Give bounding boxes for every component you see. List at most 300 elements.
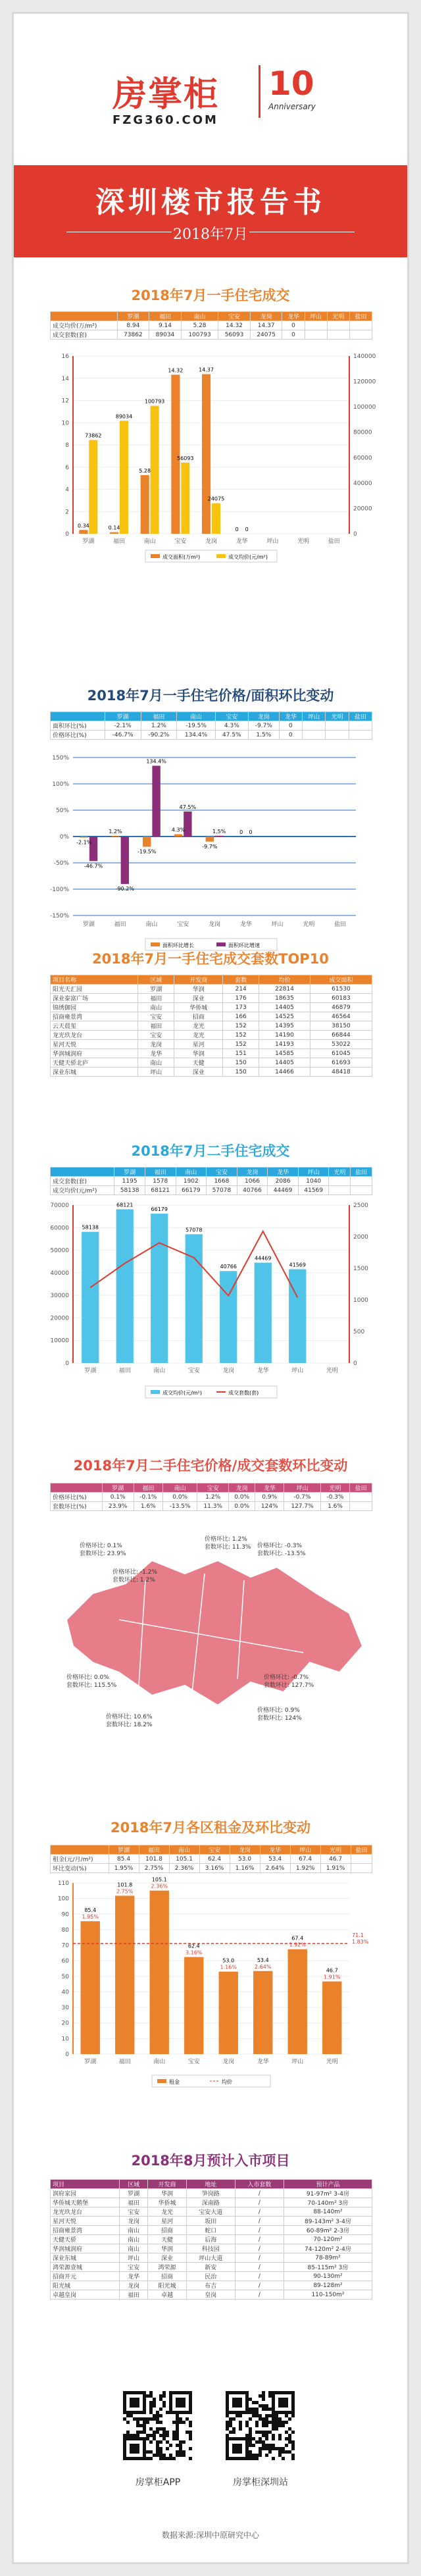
qr-module [272, 2391, 275, 2394]
qr-module [189, 2431, 192, 2434]
new-home-change-table [50, 711, 372, 740]
qr-module [166, 2440, 169, 2444]
data-label: 58138 [82, 1224, 99, 1231]
qr-module [268, 2421, 272, 2424]
qr-module [133, 2404, 136, 2408]
bar-rent [150, 1891, 169, 2054]
qr-module [275, 2424, 278, 2427]
table-cell: 14466 [259, 1068, 310, 1077]
qr-module [176, 2417, 179, 2421]
qr-module [149, 2440, 153, 2444]
qr-module [252, 2444, 255, 2447]
table-cell: 46564 [310, 1012, 372, 1021]
qr-module [149, 2394, 153, 2398]
table-header-cell: 盐田 [349, 312, 372, 321]
qr-module [245, 2450, 249, 2454]
qr-module [136, 2424, 139, 2427]
qr-module [268, 2447, 272, 2450]
qr-module [126, 2434, 130, 2437]
table-header-cell: 预计产品 [284, 2180, 372, 2189]
table-cell: 173 [223, 1003, 259, 1012]
table-row [51, 994, 372, 1003]
qr-module [146, 2394, 149, 2398]
legend-swatch [216, 554, 226, 558]
table-header-cell: 开发商 [148, 2180, 187, 2189]
table-cell: 1.2% [141, 721, 177, 731]
x-tick: 南山 [153, 1368, 166, 1374]
table-cell: 招商开元 [51, 2272, 120, 2281]
qr-module [136, 2447, 139, 2450]
qr-module [249, 2437, 252, 2440]
table-cell: 14525 [259, 1012, 310, 1021]
y-tick-right: 2500 [353, 1202, 368, 1209]
qr-module [159, 2450, 162, 2454]
qr-module [255, 2431, 259, 2434]
qr-module [172, 2431, 176, 2434]
table-cell: 0 [282, 330, 305, 340]
qr-module [130, 2444, 133, 2447]
qr-module [156, 2444, 159, 2447]
table-cell: 后海 [186, 2235, 235, 2244]
legend-label: 成交均价(元/m²) [228, 554, 268, 560]
data-label-price: -90.2% [115, 886, 134, 892]
qr-module [242, 2391, 245, 2394]
data-label-price: 1.5% [212, 828, 226, 835]
qr-module [186, 2431, 189, 2434]
y-tick: 10 [61, 2036, 69, 2043]
x-tick: 龙岗 [222, 1368, 235, 1374]
table-cell: 龙岗 [138, 1040, 174, 1049]
qr-module [162, 2391, 166, 2394]
qr-module [226, 2414, 229, 2417]
y-tick-right: 1000 [353, 1297, 368, 1304]
qr-module [232, 2437, 235, 2440]
new-home-chart [40, 349, 382, 573]
table-cell: 布吉 [186, 2281, 235, 2290]
table-cell [350, 1493, 372, 1502]
qr-module [242, 2437, 245, 2440]
bar-rent [219, 1972, 238, 2054]
callout-units: 套数环比: 11.3% [205, 1544, 251, 1551]
table-header-cell: 区域 [120, 2180, 148, 2189]
section-title-new-home-change: 2018年7月一手住宅价格/面积环比变动 [87, 688, 334, 704]
qr-module [255, 2457, 259, 2460]
table-cell: 南山 [120, 2226, 148, 2235]
new-home-table [50, 311, 372, 340]
data-label-change: 1.91% [324, 1974, 341, 1980]
table-cell: 23.9% [102, 1502, 134, 1511]
table-row [51, 1186, 372, 1195]
qr-module [226, 2391, 229, 2394]
qr-module [136, 2411, 139, 2414]
qr-module [126, 2437, 130, 2440]
bar-price [89, 440, 97, 534]
table-row [51, 2290, 372, 2300]
qr-module [272, 2427, 275, 2431]
qr-module [189, 2434, 192, 2437]
qr-module [229, 2424, 232, 2427]
qr-module [162, 2404, 166, 2408]
table-header-cell: 成交面积 [310, 975, 372, 985]
table-cell: 150 [223, 1058, 259, 1068]
table-cell: / [235, 2198, 284, 2207]
table-header-cell: 盐田 [351, 1845, 372, 1855]
table-cell: 46.7 [320, 1855, 351, 1864]
table-cell: -19.5% [177, 721, 215, 731]
qr-module [176, 2391, 179, 2394]
table-cell [351, 1855, 372, 1864]
qr-module [235, 2447, 239, 2450]
qr-module [130, 2457, 133, 2460]
x-tick: 光明 [326, 1368, 338, 1374]
qr-module [245, 2391, 249, 2394]
table-row [51, 2281, 372, 2290]
table-cell: / [235, 2281, 284, 2290]
table-header-cell: 龙华 [260, 1845, 290, 1855]
table-cell: 招商 [148, 2272, 187, 2281]
qr-module [265, 2421, 268, 2424]
brand-logo[interactable] [112, 66, 219, 127]
table-header-cell: 盐田 [350, 1483, 372, 1493]
x-tick: 宝安 [187, 2059, 200, 2065]
table-cell: 85-115m² 3房 [284, 2263, 372, 2272]
qr-module [169, 2404, 172, 2408]
table-header-cell: 地址 [186, 2180, 235, 2189]
legend-label: 面积环比增长 [162, 942, 194, 948]
qr-code-site[interactable] [224, 2390, 297, 2462]
table-cell: 11.3% [197, 1502, 229, 1511]
table-header-cell: 宝安 [218, 312, 251, 321]
qr-module [159, 2447, 162, 2450]
table-cell: 鸿荣源壹城 [51, 2263, 120, 2272]
qr-module [239, 2391, 242, 2394]
table-cell [351, 1864, 372, 1873]
legend-label: 成交均价(元/m²) [162, 1390, 202, 1396]
qr-module [226, 2427, 229, 2431]
table-cell: 176 [223, 994, 259, 1003]
qr-module [156, 2417, 159, 2421]
qr-module [149, 2427, 153, 2431]
qr-module [172, 2437, 176, 2440]
legend-label: 租金 [169, 2079, 180, 2085]
x-tick: 福田 [118, 2059, 131, 2065]
qr-module [245, 2444, 249, 2447]
qr-module [291, 2408, 295, 2411]
table-cell: 华侨城 [148, 2198, 187, 2207]
data-label-area: -2.1% [76, 839, 92, 846]
qr-module [159, 2457, 162, 2460]
qr-module [288, 2391, 291, 2394]
y-tick: 90 [61, 1911, 69, 1919]
qr-module [143, 2427, 146, 2431]
table-cell: 南山 [120, 2244, 148, 2254]
qr-module [285, 2431, 288, 2434]
table-cell: 152 [223, 1040, 259, 1049]
qr-module [146, 2421, 149, 2424]
table-header-row [51, 712, 372, 721]
y-tick: -50% [53, 860, 69, 867]
table-cell: 笋岗路 [186, 2189, 235, 2198]
qr-module [262, 2431, 265, 2434]
qr-module [139, 2417, 143, 2421]
qr-module [149, 2450, 153, 2454]
x-tick: 坪山 [291, 2059, 304, 2065]
bar-price [151, 406, 159, 534]
qr-module [226, 2437, 229, 2440]
table-row [51, 2207, 372, 2217]
table-row [51, 2226, 372, 2235]
table-cell: 41569 [298, 1186, 329, 1195]
y-tick: 60 [61, 1958, 69, 1965]
data-label-change: 3.16% [186, 1949, 203, 1956]
qr-module [291, 2444, 295, 2447]
table-cell: 1.5% [248, 731, 279, 740]
qr-module [245, 2440, 249, 2444]
bar-price [120, 421, 128, 534]
y-tick-right: 60000 [353, 455, 372, 462]
table-row [51, 1493, 372, 1502]
shenzhen-map [40, 1521, 382, 1745]
callout-price: 价格环比: -0.3% [257, 1543, 303, 1549]
table-cell: 蛇口 [186, 2226, 235, 2235]
qr-module [156, 2421, 159, 2424]
table-cell [329, 1186, 351, 1195]
qr-module [130, 2434, 133, 2437]
table-header-cell: 罗湖 [117, 312, 149, 321]
qr-module [126, 2421, 130, 2424]
table-cell: 1.95% [109, 1864, 139, 1873]
top10-table [50, 975, 372, 1077]
qr-module [245, 2457, 249, 2460]
table-cell: 38150 [310, 1021, 372, 1031]
table-cell: 深业 [174, 1068, 223, 1077]
table-cell: -46.7% [105, 731, 141, 740]
x-tick: 南山 [143, 538, 156, 545]
qr-module [136, 2450, 139, 2454]
table-row [51, 1021, 372, 1031]
qr-module [226, 2440, 229, 2444]
qr-module [146, 2457, 149, 2460]
table-cell: 24075 [250, 330, 282, 340]
data-label-rent: 85.4 [84, 1907, 97, 1914]
table-cell: 53.4 [260, 1855, 290, 1864]
qr-module [143, 2401, 146, 2404]
callout-price: 价格环比: 0.1% [80, 1543, 122, 1549]
table-header-row [51, 312, 372, 321]
section-title-second-hand-change: 2018年7月二手住宅价格/成交套数环比变动 [73, 1458, 348, 1474]
bar-avg-price [255, 1263, 272, 1363]
y-tick-left: 50000 [50, 1247, 69, 1254]
qr-module [179, 2447, 182, 2450]
table-header-cell: 福田 [145, 1168, 176, 1177]
x-tick: 罗湖 [82, 538, 95, 545]
table-header-cell: 盐田 [351, 1168, 372, 1177]
bar-avg-price [289, 1269, 306, 1363]
qr-module [133, 2450, 136, 2454]
qr-module [176, 2450, 179, 2454]
qr-module [278, 2437, 282, 2440]
qr-module [139, 2424, 143, 2427]
data-label-area: -19.5% [137, 848, 157, 855]
data-label-price: 0 [249, 829, 253, 835]
x-tick: 龙华 [239, 921, 252, 928]
x-tick: 南山 [153, 2059, 166, 2065]
table-cell: 44469 [268, 1186, 299, 1195]
y-tick-left: 2 [65, 509, 69, 516]
table-cell: 天健 [148, 2235, 187, 2244]
qr-module [186, 2391, 189, 2394]
data-label-area: 4.3% [171, 827, 186, 833]
table-cell: 福田 [138, 1021, 174, 1031]
qr-module [235, 2414, 239, 2417]
y-tick-right: 120000 [353, 378, 376, 386]
qr-module [179, 2411, 182, 2414]
data-label-area: 0.14 [108, 525, 120, 531]
table-cell: 18635 [259, 994, 310, 1003]
qr-module [245, 2454, 249, 2457]
table-cell: 60-89m² 2-3房 [284, 2226, 372, 2235]
qr-module [278, 2391, 282, 2394]
qr-module [159, 2394, 162, 2398]
data-label-price: -46.7% [84, 863, 103, 869]
qr-module [143, 2437, 146, 2440]
qr-module [262, 2421, 265, 2424]
bar-avg-price [151, 1214, 168, 1363]
x-tick: 南山 [145, 921, 158, 928]
qr-module [259, 2417, 262, 2421]
qr-module [179, 2454, 182, 2457]
table-cell: 2086 [268, 1177, 299, 1186]
data-label-change: 1.16% [220, 1964, 237, 1971]
qr-module [133, 2457, 136, 2460]
qr-module [259, 2454, 262, 2457]
qr-module [189, 2404, 192, 2408]
table-cell: -0.1% [134, 1493, 163, 1502]
table-row [51, 985, 372, 994]
qr-module [139, 2437, 143, 2440]
table-cell: 1.92% [290, 1864, 320, 1873]
qr-module [153, 2414, 156, 2417]
qr-module [255, 2440, 259, 2444]
qr-module [162, 2427, 166, 2431]
upcoming-table [50, 2179, 372, 2300]
table-cell: / [235, 2217, 284, 2226]
table-cell: 龙光 [148, 2207, 187, 2217]
data-label-area: -9.7% [202, 843, 218, 850]
table-cell: 0.0% [163, 1493, 197, 1502]
qr-module [176, 2431, 179, 2434]
table-cell [350, 1502, 372, 1511]
qr-module [136, 2431, 139, 2434]
qr-module [235, 2391, 239, 2394]
qr-module [189, 2401, 192, 2404]
table-cell: 阳光城 [51, 2281, 120, 2290]
table-header-cell: 光明 [320, 1845, 351, 1855]
rent-chart [40, 1876, 382, 2094]
qr-module [291, 2401, 295, 2404]
qr-module [130, 2447, 133, 2450]
table-cell: 124% [255, 1502, 284, 1511]
table-cell: 151 [223, 1049, 259, 1058]
table-cell: / [235, 2244, 284, 2254]
table-cell [329, 1177, 351, 1186]
table-cell: 龙岗 [120, 2281, 148, 2290]
x-tick: 龙岗 [222, 2059, 235, 2065]
table-cell: 89-143m² 3-4房 [284, 2217, 372, 2226]
table-cell: 罗湖 [138, 985, 174, 994]
anniversary-badge [259, 65, 331, 118]
qr-module [169, 2457, 172, 2460]
table-row [51, 2244, 372, 2254]
y-tick-left: 70000 [50, 1202, 69, 1209]
qr-module [123, 2447, 126, 2450]
qr-module [278, 2450, 282, 2454]
table-header-cell: 龙华 [279, 712, 302, 721]
qr-module [229, 2457, 232, 2460]
table-cell: 星河天悦 [51, 1040, 138, 1049]
qr-module [226, 2421, 229, 2424]
y-tick-left: 6 [65, 464, 69, 471]
qr-module [259, 2414, 262, 2417]
qr-module [153, 2404, 156, 2408]
qr-module [275, 2427, 278, 2431]
qr-module [262, 2391, 265, 2394]
qr-module [291, 2440, 295, 2444]
table-row [51, 1040, 372, 1049]
bar-price-change [215, 836, 223, 837]
table-cell: 招商雍景湾 [51, 1012, 138, 1021]
qr-code-app[interactable] [122, 2390, 194, 2462]
qr-module [291, 2404, 295, 2408]
table-cell: -90.2% [141, 731, 177, 740]
qr-module [235, 2437, 239, 2440]
qr-module [278, 2398, 282, 2401]
table-cell: 73862 [117, 330, 149, 340]
qr-module [278, 2411, 282, 2414]
qr-module [245, 2408, 249, 2411]
y-tick-right: 2000 [353, 1234, 368, 1241]
qr-module [189, 2411, 192, 2414]
table-cell: 134.4% [177, 731, 215, 740]
qr-module [255, 2401, 259, 2404]
qr-module [226, 2394, 229, 2398]
table-header-cell: 龙岗 [250, 312, 282, 321]
table-cell [349, 330, 372, 340]
table-cell: 2.75% [139, 1864, 169, 1873]
x-tick: 龙华 [257, 2059, 269, 2065]
y-tick-right: 100000 [353, 404, 376, 411]
qr-module [133, 2437, 136, 2440]
qr-module [123, 2408, 126, 2411]
qr-module [249, 2411, 252, 2414]
qr-module [149, 2457, 153, 2460]
table-cell: 78-89m² [284, 2254, 372, 2263]
table-cell: 华润 [148, 2244, 187, 2254]
data-label-price: 24075 [207, 496, 225, 502]
table-cell: 152 [223, 1021, 259, 1031]
bar-avg-price [116, 1209, 134, 1363]
table-cell: 14190 [259, 1031, 310, 1040]
table-row [51, 1012, 372, 1021]
qr-module [239, 2424, 242, 2427]
anniversary-number: 10 [268, 64, 314, 103]
qr-module [143, 2450, 146, 2454]
x-tick: 罗湖 [84, 1368, 97, 1374]
qr-module [252, 2411, 255, 2414]
qr-module [189, 2408, 192, 2411]
y-tick-right: 80000 [353, 429, 372, 436]
qr-module [186, 2411, 189, 2414]
